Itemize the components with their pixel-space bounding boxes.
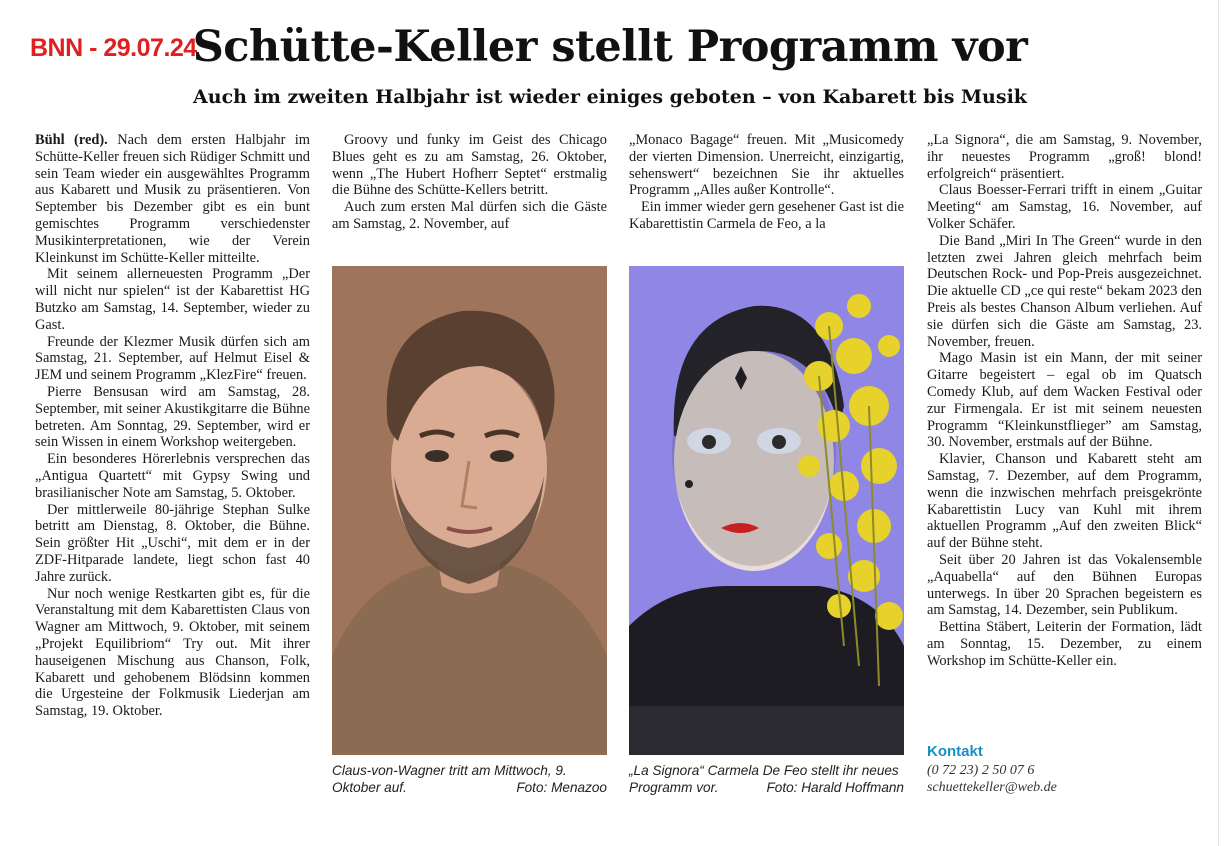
paragraph-text: Nach dem ersten Halbjahr im Schütte-Keller freuen sich Rüdiger Schmitt und sein Team wieder ein ausgewähltes Programm aus Kabarett und Musik zu präsentieren. Von September bis Dezember gibt es ein bunt gemischtes Programm verschiedenster Musikinterpretationen, wie der Verein Kleinkunst im Schütte-Keller mitteilte.: [35, 132, 310, 266]
beauty-mark: [685, 480, 693, 488]
right-eye: [490, 450, 514, 462]
caption-text: Claus-von-Wagner tritt am Mittwoch, 9. Oktober auf.: [332, 763, 567, 795]
portrait-la-signora-illustration: [629, 266, 904, 755]
portrait-man-illustration: [332, 266, 607, 755]
paragraph: Die Band „Miri In The Green“ wurde in den letzten zwei Jahren gleich mehrfach beim Deutschen Rock- und Pop-Preis ausgezeichnet. Die aktuelle CD „ce qui reste“ bekam 2023 den Preis als bestes Chanson Album verliehen. Auf sie dürfen sich die Gäste am Samstag, 23. November, freuen.: [927, 232, 1202, 350]
contact-email[interactable]: schuettekeller@web.de: [927, 780, 1057, 795]
page-edge-line: [1218, 0, 1219, 846]
photo-la-signora: [629, 266, 904, 755]
photo-credit: Foto: Harald Hoffmann: [766, 780, 904, 795]
paragraph: „Monaco Bagage“ freuen. Mit „Musicomedy der vierten Dimension. Unerreicht, einzigartig, sehenswert“ bezeichnen Sie ihr aktuelles Programm „Alles außer Kontrolle“.: [629, 132, 904, 199]
contact-title: Kontakt: [927, 743, 983, 760]
left-eye: [425, 450, 449, 462]
contact-box: [927, 743, 1202, 796]
paragraph: Ein besonderes Hörerlebnis versprechen das „Antigua Quartett“ mit Gypsy Swing und brasilianischer Note am Samstag, 5. Oktober.: [35, 451, 310, 501]
paragraph: [35, 132, 310, 266]
article-headline: Schütte-Keller stellt Programm vor: [192, 22, 1028, 72]
contact-phone: (0 72 23) 2 50 07 6: [927, 763, 1035, 778]
paragraph: Seit über 20 Jahren ist das Vokalensemble „Aquabella“ auf den Bühnen Europas unterwegs. In über 20 Sprachen begeistern es am Samstag, 14. Dezember, sein Publikum.: [927, 551, 1202, 619]
paragraph: Groovy und funky im Geist des Chicago Blues geht es zu am Samstag, 26. Oktober, wenn „The Hubert Hofherr Septet“ erstmalig die Bühne des Schütte-Kellers betritt.: [332, 132, 607, 199]
article-subheadline: Auch im zweiten Halbjahr ist wieder einiges geboten – von Kabarett bis Musik: [193, 86, 1027, 108]
paragraph: Freunde der Klezmer Musik dürfen sich am Samstag, 21. September, auf Helmut Eisel & JEM und seinem Programm „KlezFire“ freuen.: [35, 333, 310, 384]
paragraph: Mit seinem allerneuesten Programm „Der will nicht nur spielen“ ist der Kabarettist HG Butzko am Samstag, 14. September, wieder zu Gast.: [35, 266, 310, 333]
text-column-2: [332, 132, 607, 233]
paragraph: Claus Boesser-Ferrari trifft in einem „Guitar Meeting“ am Samstag, 16. November, auf Volker Schäfer.: [927, 182, 1202, 232]
text-column-4: [927, 132, 1202, 670]
caption-text: „La Signora“ Carmela De Feo stellt ihr neues Programm vor.: [629, 763, 899, 795]
right-eye: [772, 435, 786, 449]
photo-credit: Foto: Menazoo: [516, 780, 607, 795]
paragraph: Mago Masin ist ein Mann, der mit seiner Gitarre begeistert – egal ob im Quatsch Comedy Klub, auf dem Wacken Festival oder zur Firmengala. Er ist mit seinem neuesten Programm “Kleinkunstflieger” am Samstag, 30. November, erstmals auf der Bühne.: [927, 350, 1202, 451]
left-eye: [702, 435, 716, 449]
text-column-1: [35, 132, 310, 720]
photo-caption-2: [629, 762, 904, 796]
paragraph: Der mittlerweile 80-jährige Stephan Sulke betritt am Dienstag, 8. Oktober, die Bühne. Sein größter Hit „Uschi“, mit dem er in der ZDF-Hitparade landete, liegt schon fast 40 Jahre zurück.: [35, 501, 310, 585]
paragraph: Nur noch wenige Restkarten gibt es, für die Veranstaltung mit dem Kabarettisten Claus von Wagner am Mittwoch, 9. Oktober, mit seinem „Projekt Equilibriom“ Try out. Mit ihrer hauseigenen Mischung aus Chanson, Folk, Kabarett und gehobenem Blödsinn kommen die Urgesteine der Folkmusik Liederjan am Samstag, 19. Oktober.: [35, 585, 310, 720]
text-column-3: [629, 132, 904, 233]
table-edge: [629, 706, 904, 755]
dateline: Bühl (red).: [35, 132, 108, 148]
paragraph: Ein immer wieder gern gesehener Gast ist die Kabarettistin Carmela de Feo, a la: [629, 199, 904, 232]
paragraph: Klavier, Chanson und Kabarett steht am Samstag, 7. Dezember, auf dem Programm, wenn die inzwischen mehrfach preisgekrönte Kabarettistin Lucy van Kuhl mit ihrem aktuellen Programm „Auf den zweiten Blick“ auf der Bühne steht.: [927, 451, 1202, 552]
paragraph: Auch zum ersten Mal dürfen sich die Gäste am Samstag, 2. November, auf: [332, 199, 607, 232]
source-date-tag: BNN - 29.07.24: [30, 34, 197, 62]
paragraph: Pierre Bensusan wird am Samstag, 28. September, mit seiner Akustikgitarre die Bühne betreten. Am Sonntag, 29. September, wird er sein Wissen in einem Workshop weitergeben.: [35, 383, 310, 451]
photo-claus-von-wagner: [332, 266, 607, 755]
photo-caption-1: [332, 762, 607, 796]
paragraph: Bettina Stäbert, Leiterin der Formation, lädt am Sonntag, 15. Dezember, zu einem Workshop im Schütte-Keller ein.: [927, 619, 1202, 669]
paragraph: „La Signora“, die am Samstag, 9. November, ihr neuestes Programm „groß! blond! erfolgreich“ präsentiert.: [927, 132, 1202, 182]
